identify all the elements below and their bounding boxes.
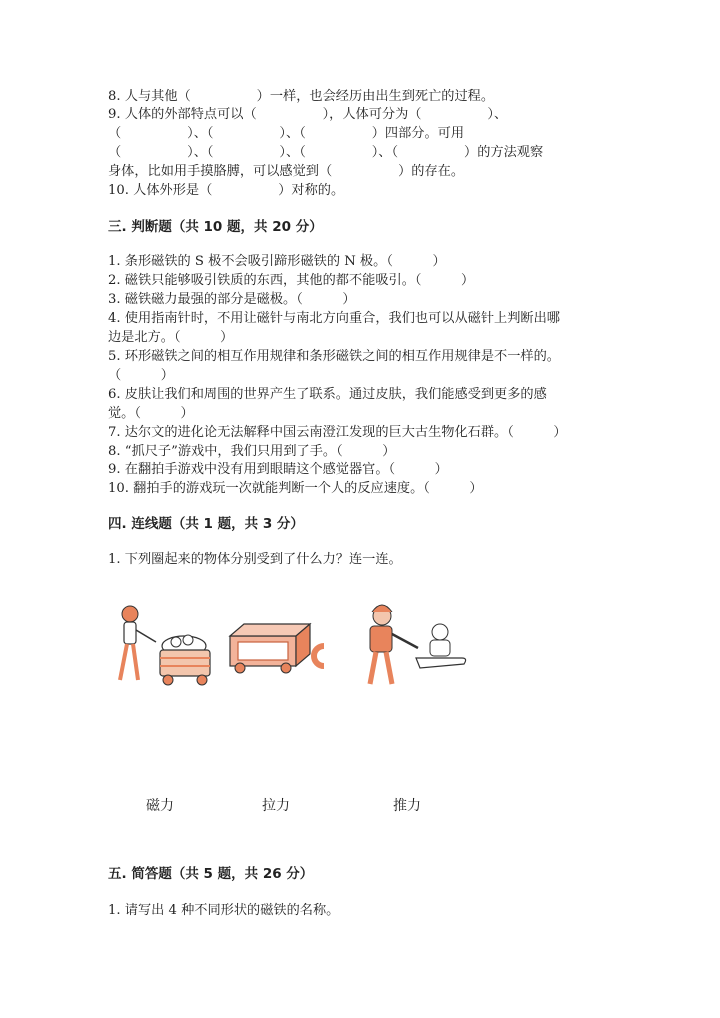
judge-q5-line2: （ ）	[108, 368, 174, 383]
judge-q6-line1: 6. 皮肤让我们和周围的世界产生了联系。通过皮肤，我们能感受到更多的感	[108, 387, 547, 402]
fill-q9-line4: 身体，比如用手摸胳膊，可以感觉到（ ）的存在。	[108, 164, 465, 179]
judge-q9: 9. 在翻拍手游戏中没有用到眼睛这个感觉器官。（ ）	[108, 462, 448, 477]
judge-q3: 3. 磁铁磁力最强的部分是磁极。（ ）	[108, 292, 356, 307]
match-label-push: 推力	[393, 798, 421, 814]
fill-q8: 8. 人与其他（ ）一样，也会经历由出生到死亡的过程。	[108, 89, 495, 104]
judge-q5-line1: 5. 环形磁铁之间的相互作用规律和条形磁铁之间的相互作用规律是不一样的。	[108, 349, 560, 364]
match-label-magnetic: 磁力	[146, 798, 174, 814]
judge-q2: 2. 磁铁只能够吸引铁质的东西，其他的都不能吸引。（ ）	[108, 273, 475, 288]
fill-q9-line2: （ ）、（ ）、（ ）四部分。可用	[108, 126, 465, 141]
judge-section-title: 三. 判断题（共 10 题，共 20 分）	[108, 219, 323, 235]
child-pulling-cart-picture	[108, 600, 218, 690]
fill-q10: 10. 人体外形是（ ）对称的。	[108, 183, 345, 198]
fill-q9-line1: 9. 人体的外部特点可以（ ），人体可分为（ ）、	[108, 107, 508, 122]
judge-q10: 10. 翻拍手的游戏玩一次就能判断一个人的反应速度。（ ）	[108, 481, 483, 496]
match-q1: 1. 下列圈起来的物体分别受到了什么力？连一连。	[108, 552, 402, 567]
child-pushing-sled-picture	[358, 598, 470, 690]
judge-q4-line1: 4. 使用指南针时，不用让磁针与南北方向重合，我们也可以从磁针上判断出哪	[108, 311, 560, 326]
match-section-title: 四. 连线题（共 1 题，共 3 分）	[108, 516, 304, 532]
judge-q6-line2: 觉。（ ）	[108, 406, 194, 421]
short-q1: 1. 请写出 4 种不同形状的磁铁的名称。	[108, 903, 340, 918]
fill-q9-line3: （ ）、（ ）、（ ）、（ ）的方法观察	[108, 145, 544, 160]
judge-q1: 1. 条形磁铁的 S 极不会吸引蹄形磁铁的 N 极。（ ）	[108, 254, 446, 269]
judge-q4-line2: 边是北方。（ ）	[108, 330, 234, 345]
match-label-pull: 拉力	[262, 798, 290, 814]
short-section-title: 五. 简答题（共 5 题，共 26 分）	[108, 866, 314, 882]
judge-q8: 8. “抓尺子”游戏中，我们只用到了手。（ ）	[108, 444, 396, 459]
judge-q7: 7. 达尔文的进化论无法解释中国云南澄江发现的巨大古生物化石群。（ ）	[108, 425, 567, 440]
cart-and-magnet-picture	[224, 618, 332, 674]
